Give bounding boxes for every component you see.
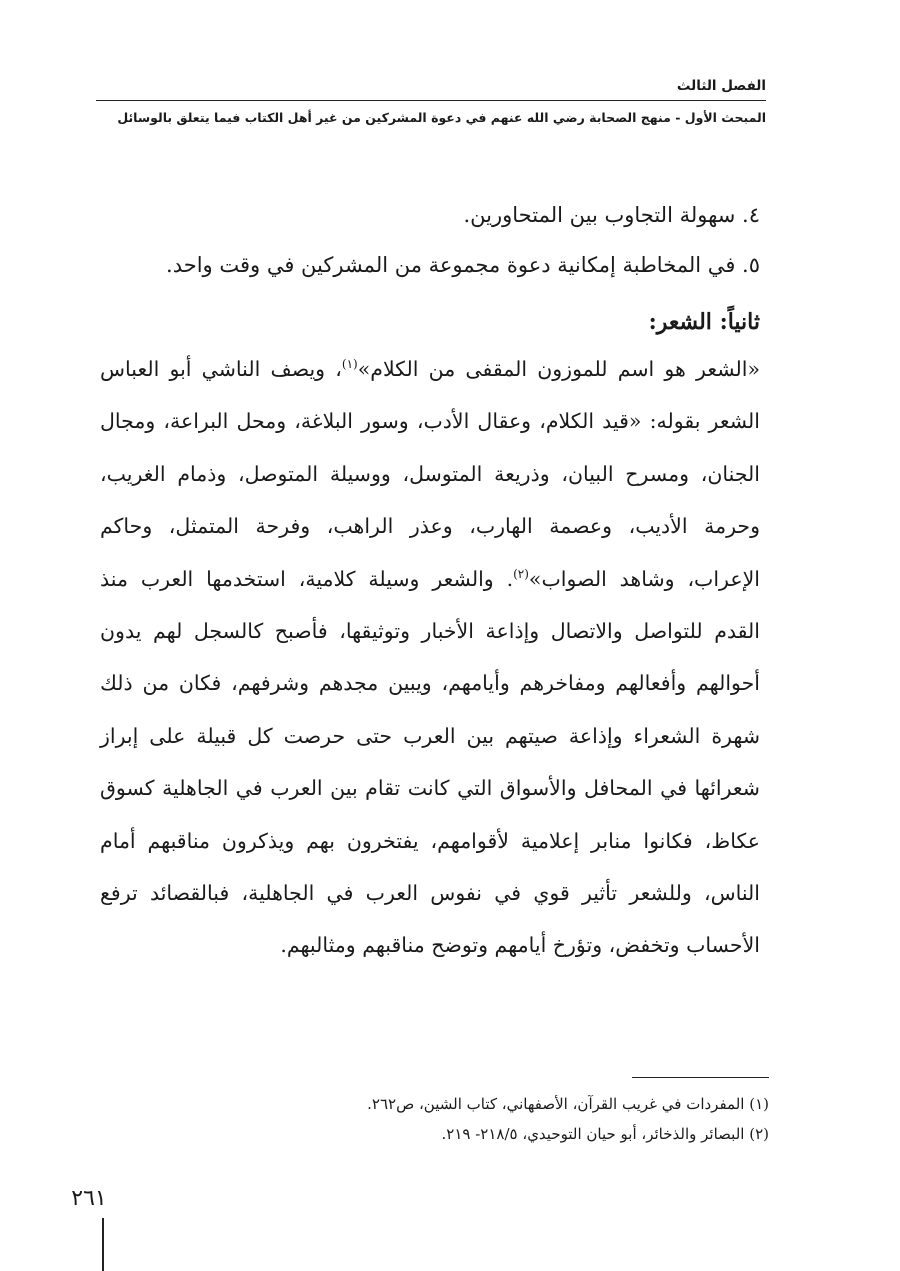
running-header: [96, 76, 766, 128]
paragraph-line: القدم للتواصل والاتصال وإذاعة الأخبار وتوثيقها، فأصبح كالسجل لهم يدون: [100, 618, 760, 643]
list-item-5: ٥. في المخاطبة إمكانية دعوة مجموعة من المشركين في وقت واحد.: [166, 253, 760, 277]
footnotes: [249, 1094, 769, 1154]
paragraph-line: وحرمة الأديب، وعصمة الهارب، وعذر الراهب، وفرحة المتمثل، وحاكم: [100, 514, 760, 539]
section-title: المبحث الأول - منهج الصحابة رضي الله عنهم في دعوة المشركين من غير أهل الكتاب فيما يتعلق بالوسائل: [117, 110, 766, 125]
paragraph-line: شهرة الشعراء وإذاعة صيتهم بين العرب حتى حرصت كل قبيلة على إبراز: [100, 723, 760, 748]
footnote-ref-2[interactable]: (٢): [513, 566, 529, 581]
main-content: [100, 200, 760, 983]
margin-rule: [102, 1218, 104, 1271]
paragraph-line: الجنان، ومسرح البيان، وذريعة المتوسل، ووسيلة المتوصل، وذمام الغريب،: [100, 461, 760, 486]
paragraph-line: الشعر بقوله: «قيد الكلام، وعقال الأدب، وسور البلاغة، ومحل البراعة، ومجال: [100, 409, 760, 434]
footnote-ref-1[interactable]: (١): [341, 357, 358, 372]
paragraph-line: شعرائها في المحافل والأسواق التي كانت تقام بين العرب في الجاهلية كسوق: [100, 776, 760, 801]
paragraph-line: الأحساب وتخفض، وتؤرخ أيامهم وتوضح مناقبهم ومثالبهم.: [280, 933, 760, 958]
footnote-2: (٢) البصائر والذخائر، أبو حيان التوحيدي، ٢١٨/٥- ٢١٩.: [441, 1125, 769, 1143]
paragraph-line: الناس، وللشعر تأثير قوي في نفوس العرب في الجاهلية، فبالقصائد ترفع: [100, 880, 760, 905]
header-divider: [96, 100, 766, 101]
footnote-divider: [632, 1077, 769, 1078]
paragraph-line: الإعراب، وشاهد الصواب»$^{(٢)}$. والشعر وسيلة كلامية، استخدمها العرب منذ: [100, 566, 760, 591]
footnote-1: (١) المفردات في غريب القرآن، الأصفهاني، كتاب الشين، ص٢٦٢.: [367, 1095, 769, 1113]
paragraph-line: عكاظ، فكانوا منابر إعلامية لأقوامهم، يفتخرون بهم ويذكرون مناقبهم أمام: [100, 828, 760, 853]
list-item-4: ٤. سهولة التجاوب بين المتحاورين.: [463, 203, 760, 227]
paragraph-line: أحوالهم وأفعالهم ومفاخرهم وأيامهم، ويبين مجدهم وشرفهم، فكان من ذلك: [100, 671, 760, 696]
section-heading: ثانياً: الشعر:: [648, 309, 760, 335]
chapter-title: الفصل الثالث: [676, 78, 766, 94]
paragraph-line: «الشعر هو اسم للموزون المقفى من الكلام»$^{(١)}$، ويصف الناشي أبو العباس: [100, 357, 760, 381]
page-number: ٢٦١: [71, 1186, 107, 1211]
